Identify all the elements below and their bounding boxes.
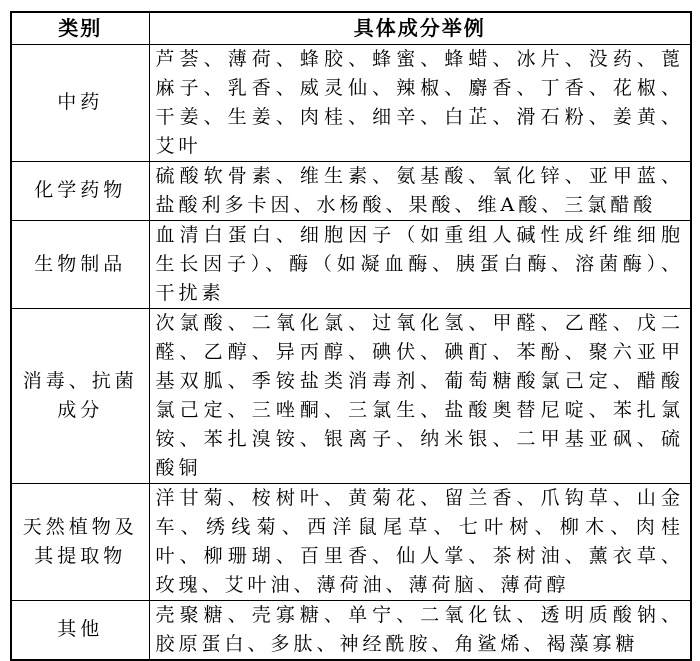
table-header-row bbox=[11, 12, 691, 44]
examples-cell: 硫酸软骨素、维生素、氨基酸、氧化锌、亚甲蓝、盐酸利多卡因、水杨酸、果酸、维A酸、三氯醋酸 bbox=[149, 161, 691, 220]
table-row bbox=[11, 308, 691, 483]
category-cell: 天然植物及其提取物 bbox=[11, 483, 149, 600]
examples-cell: 血清白蛋白、细胞因子（如重组人碱性成纤维细胞生长因子）、酶（如凝血酶、胰蛋白酶、溶菌酶）、干扰素 bbox=[149, 220, 691, 308]
examples-cell: 芦荟、薄荷、蜂胶、蜂蜜、蜂蜡、冰片、没药、蓖麻子、乳香、威灵仙、辣椒、麝香、丁香、花椒、干姜、生姜、肉桂、细辛、白芷、滑石粉、姜黄、艾叶 bbox=[149, 44, 691, 161]
category-column-header: 类别 bbox=[11, 12, 149, 44]
table-row bbox=[11, 483, 691, 600]
category-cell: 消毒、抗菌成分 bbox=[11, 308, 149, 483]
examples-cell: 壳聚糖、壳寡糖、单宁、二氧化钛、透明质酸钠、胶原蛋白、多肽、神经酰胺、角鲨烯、褐藻寡糖 bbox=[149, 600, 691, 660]
table-row bbox=[11, 161, 691, 220]
category-cell: 生物制品 bbox=[11, 220, 149, 308]
category-cell: 中药 bbox=[11, 44, 149, 161]
examples-column-header: 具体成分举例 bbox=[149, 12, 691, 44]
table-row bbox=[11, 220, 691, 308]
table-row bbox=[11, 600, 691, 660]
ingredient-category-table bbox=[10, 11, 692, 661]
examples-cell: 次氯酸、二氧化氯、过氧化氢、甲醛、乙醛、戊二醛、乙醇、异丙醇、碘伏、碘酊、苯酚、聚六亚甲基双胍、季铵盐类消毒剂、葡萄糖酸氯己定、醋酸氯己定、三唑酮、三氯生、盐酸奥替尼啶、苯扎氯铵、苯扎溴铵、银离子、纳米银、二甲基亚砜、硫酸铜 bbox=[149, 308, 691, 483]
table-row bbox=[11, 44, 691, 161]
category-cell: 其他 bbox=[11, 600, 149, 660]
examples-cell: 洋甘菊、桉树叶、黄菊花、留兰香、爪钩草、山金车、绣线菊、西洋鼠尾草、七叶树、柳木、肉桂叶、柳珊瑚、百里香、仙人掌、茶树油、薰衣草、玫瑰、艾叶油、薄荷油、薄荷脑、薄荷醇 bbox=[149, 483, 691, 600]
category-cell: 化学药物 bbox=[11, 161, 149, 220]
